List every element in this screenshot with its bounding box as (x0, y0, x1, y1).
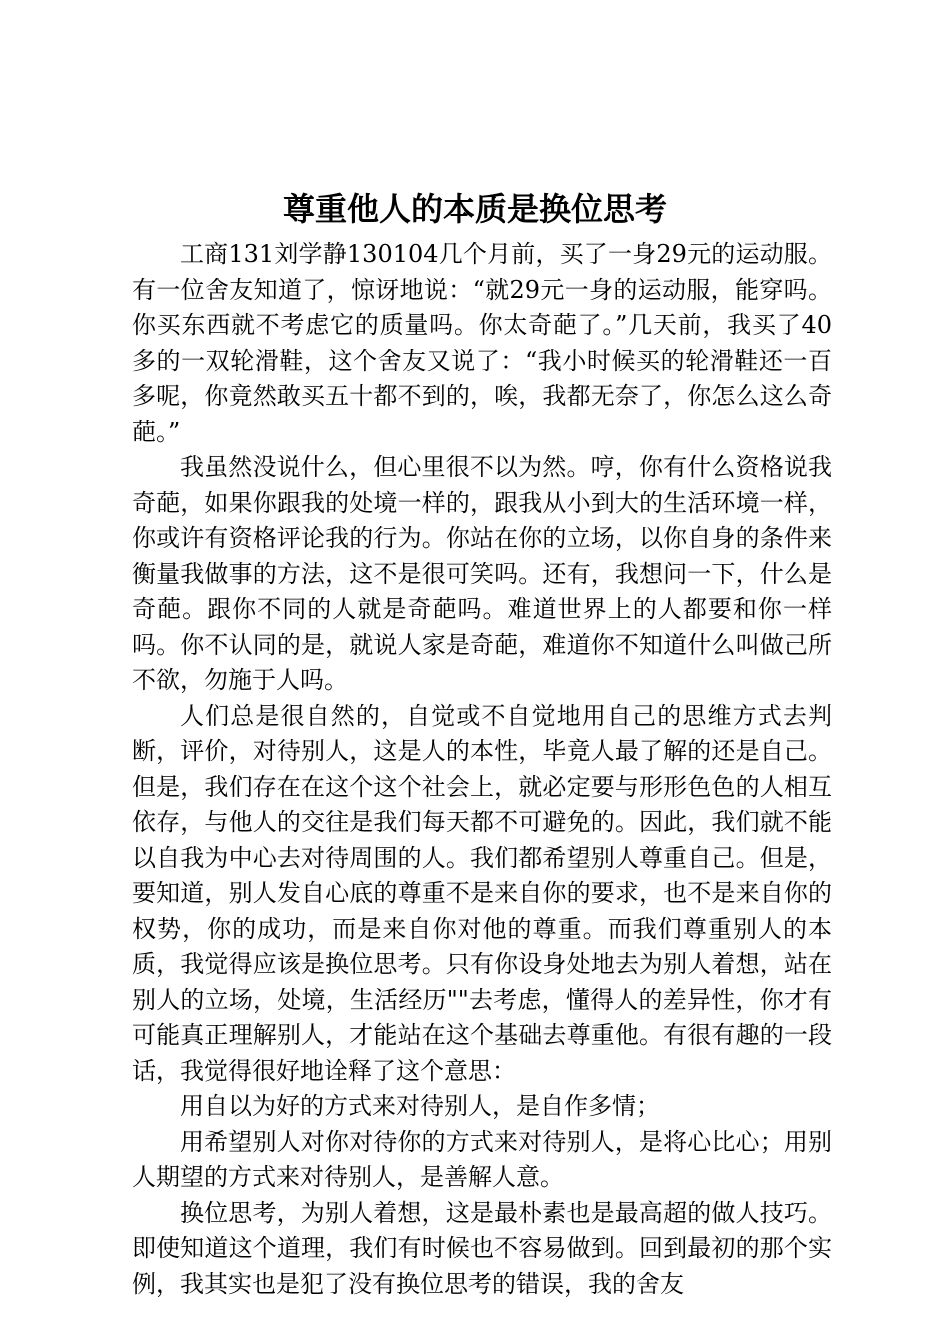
paragraph: 用希望别人对你对待你的方式来对待别人，是将心比心；用别人期望的方式来对待别人，是善解人意。 (132, 1127, 832, 1191)
paragraph: 换位思考，为别人着想，这是最朴素也是最高超的做人技巧。即使知道这个道理，我们有时候也不容易做到。回到最初的那个实例，我其实也是犯了没有换位思考的错误，我的舍友 (132, 1198, 832, 1298)
paragraph: 工商131刘学静130104几个月前，买了一身29元的运动服。有一位舍友知道了，惊讶地说：“就29元一身的运动服，能穿吗。你买东西就不考虑它的质量吗。你太奇葩了。”几天前，我买了40多的一双轮滑鞋，这个舍友又说了：“我小时候买的轮滑鞋还一百多呢，你竟然敢买五十都不到的，唉，我都无奈了，你怎么这么奇葩。” (132, 240, 832, 446)
paragraph: 我虽然没说什么，但心里很不以为然。哼，你有什么资格说我奇葩，如果你跟我的处境一样的，跟我从小到大的生活环境一样，你或许有资格评论我的行为。你站在你的立场，以你自身的条件来衡量我做事的方法，这不是很可笑吗。还有，我想问一下，什么是奇葩。跟你不同的人就是奇葩吗。难道世界上的人都要和你一样吗。你不认同的是，就说人家是奇葩，难道你不知道什么叫做己所不欲，勿施于人吗。 (132, 453, 832, 694)
paragraph: 人们总是很自然的，自觉或不自觉地用自己的思维方式去判断，评价，对待别人，这是人的本性，毕竟人最了解的还是自己。但是，我们存在在这个这个社会上，就必定要与形形色色的人相互依存，与他人的交往是我们每天都不可避免的。因此，我们就不能以自我为中心去对待周围的人。我们都希望别人尊重自己。但是，要知道，别人发自心底的尊重不是来自你的要求，也不是来自你的权势，你的成功，而是来自你对他的尊重。而我们尊重别人的本质，我觉得应该是换位思考。只有你设身处地去为别人着想，站在别人的立场，处境，生活经历""去考虑，懂得人的差异性，你才有可能真正理解别人，才能站在这个基础去尊重他。有很有趣的一段话，我觉得很好地诠释了这个意思： (132, 701, 832, 1085)
page-title: 尊重他人的本质是换位思考 (282, 190, 667, 228)
paragraph: 用自以为好的方式来对待别人，是自作多情； (180, 1092, 660, 1120)
article-body (132, 237, 832, 1302)
